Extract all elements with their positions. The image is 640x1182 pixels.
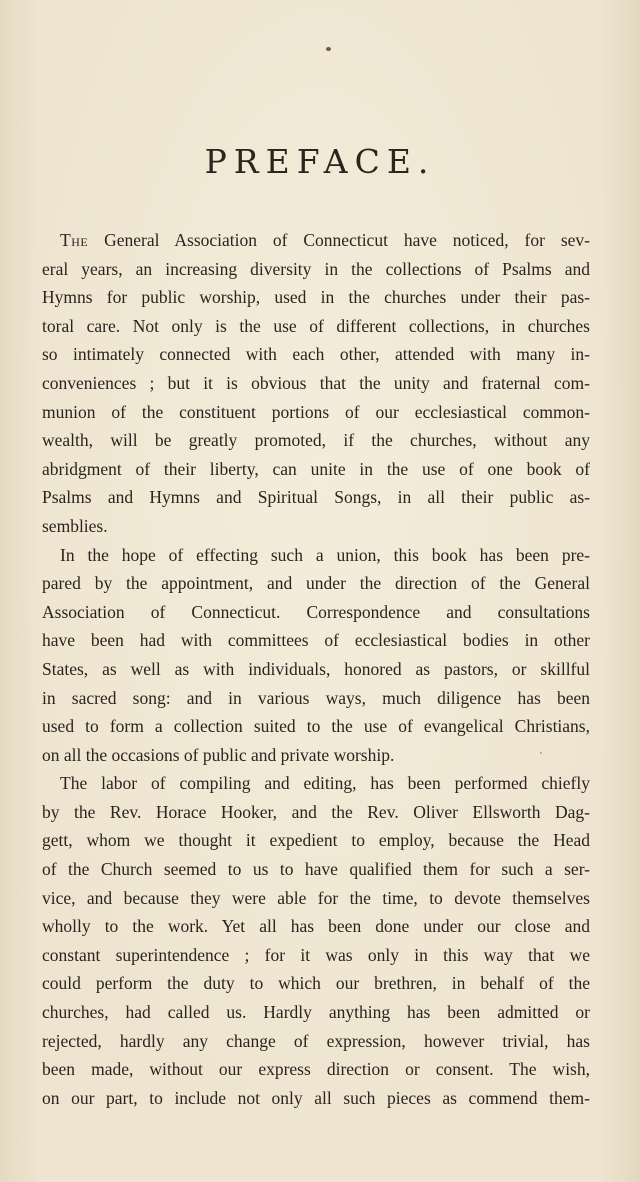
- text-line: rejected, hardly any change of expression, however trivial, has: [42, 1030, 590, 1051]
- text-line: so intimately connected with each other, attended with many in-: [42, 344, 590, 365]
- text-line: Association of Connecticut. Correspondence and consultations: [42, 601, 590, 622]
- ink-speck: [326, 47, 331, 51]
- text-line: wholly to the work. Yet all has been done under our close and: [42, 916, 590, 937]
- text-line: The General Association of Connecticut have noticed, for sev-: [60, 230, 590, 250]
- text-line: toral care. Not only is the use of different collections, in churches: [42, 315, 590, 336]
- text-line: have been had with committees of ecclesiastical bodies in other: [42, 630, 590, 651]
- text-line: vice, and because they were able for the time, to devote themselves: [42, 887, 590, 908]
- text-line: gett, whom we thought it expedient to employ, because the Head: [42, 830, 590, 851]
- text-line: of the Church seemed to us to have qualified them for such a ser-: [42, 859, 590, 880]
- text-line: States, as well as with individuals, honored as pastors, or skillful: [42, 658, 590, 679]
- preface-text: [42, 226, 590, 1112]
- text-line: churches, had called us. Hardly anything has been admitted or: [42, 1002, 590, 1023]
- text-line: abridgment of their liberty, can unite in the use of one book of: [42, 458, 590, 479]
- text-line: on our part, to include not only all such pieces as commend them-: [42, 1087, 590, 1108]
- text-line: In the hope of effecting such a union, this book has been pre-: [60, 544, 590, 565]
- text-line: used to form a collection suited to the use of evangelical Christians,: [42, 716, 590, 737]
- text-line: Psalms and Hymns and Spiritual Songs, in all their public as-: [42, 487, 590, 508]
- text-line: by the Rev. Horace Hooker, and the Rev. Oliver Ellsworth Dag-: [42, 801, 590, 822]
- text-line: constant superintendence ; for it was only in this way that we: [42, 944, 590, 965]
- page-title: PREFACE.: [204, 142, 436, 181]
- text-line: Hymns for public worship, used in the churches under their pas-: [42, 287, 590, 308]
- text-line: The labor of compiling and editing, has been performed chiefly: [60, 773, 590, 794]
- text-line: in sacred song: and in various ways, much diligence has been: [42, 687, 590, 708]
- text-line: conveniences ; but it is obvious that the unity and fraternal com-: [42, 372, 590, 393]
- text-line: on all the occasions of public and private worship.: [42, 744, 395, 765]
- text-line: been made, without our express direction or consent. The wish,: [42, 1059, 590, 1080]
- lead-word: The: [60, 230, 89, 250]
- text-line: semblies.: [42, 515, 108, 536]
- text-line: eral years, an increasing diversity in the collections of Psalms and: [42, 258, 590, 279]
- text-line: munion of the constituent portions of our ecclesiastical common-: [42, 401, 590, 422]
- text-line: wealth, will be greatly promoted, if the churches, without any: [42, 430, 590, 451]
- text-line: pared by the appointment, and under the direction of the General: [42, 573, 590, 594]
- text-line: could perform the duty to which our brethren, in behalf of the: [42, 973, 590, 994]
